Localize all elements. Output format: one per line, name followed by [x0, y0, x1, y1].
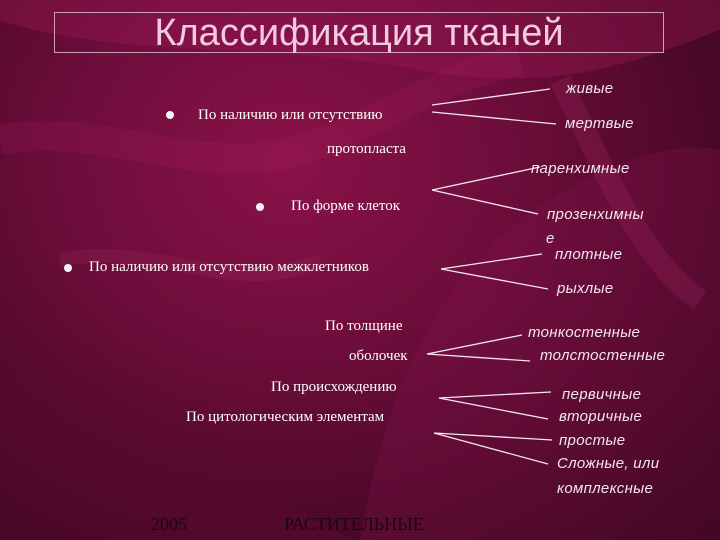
page-title: Классификация тканей: [154, 12, 564, 54]
value-thin-walled: тонкостенные: [528, 324, 641, 341]
value-prosenchymal-cont: е: [546, 230, 555, 247]
criterion-cell-form: По форме клеток: [291, 198, 401, 214]
criterion-protoplast-cont: протопласта: [327, 141, 406, 157]
criterion-origin: По происхождению: [271, 379, 397, 395]
value-alive: живые: [566, 80, 614, 97]
value-parenchymal: паренхимные: [531, 160, 630, 177]
value-secondary: вторичные: [559, 408, 643, 425]
value-loose: рыхлые: [557, 280, 614, 297]
value-complex: Сложные, или: [557, 455, 660, 472]
arrow-line: [432, 89, 550, 105]
footer-subject: РАСТИТЕЛЬНЫЕ: [284, 514, 424, 534]
arrow-line: [434, 433, 552, 440]
value-complex-cont: комплексные: [557, 480, 654, 497]
arrow-line: [432, 190, 538, 214]
criterion-thickness: По толщине: [325, 318, 403, 334]
value-thick-walled: толстостенные: [540, 347, 666, 364]
value-prosenchymal: прозенхимны: [547, 206, 644, 223]
criterion-intercellular: По наличию или отсутствию межклетников: [89, 259, 369, 275]
footer-year: 2005: [151, 514, 187, 534]
arrow-line: [441, 254, 542, 269]
value-primary: первичные: [562, 386, 642, 403]
arrow-line: [427, 354, 530, 361]
arrow-line: [432, 167, 540, 190]
value-dense: плотные: [555, 246, 623, 263]
arrow-line: [439, 392, 551, 398]
value-dead: мертвые: [565, 115, 634, 132]
arrow-line: [441, 269, 548, 289]
arrow-line: [427, 335, 522, 354]
arrow-line: [439, 398, 548, 419]
criterion-protoplast: По наличию или отсутствию: [198, 107, 383, 123]
arrow-line: [432, 112, 556, 124]
value-simple: простые: [559, 432, 626, 449]
criterion-cytology: По цитологическим элементам: [186, 409, 385, 425]
arrow-line: [434, 433, 548, 464]
criterion-thickness-cont: оболочек: [349, 348, 408, 364]
